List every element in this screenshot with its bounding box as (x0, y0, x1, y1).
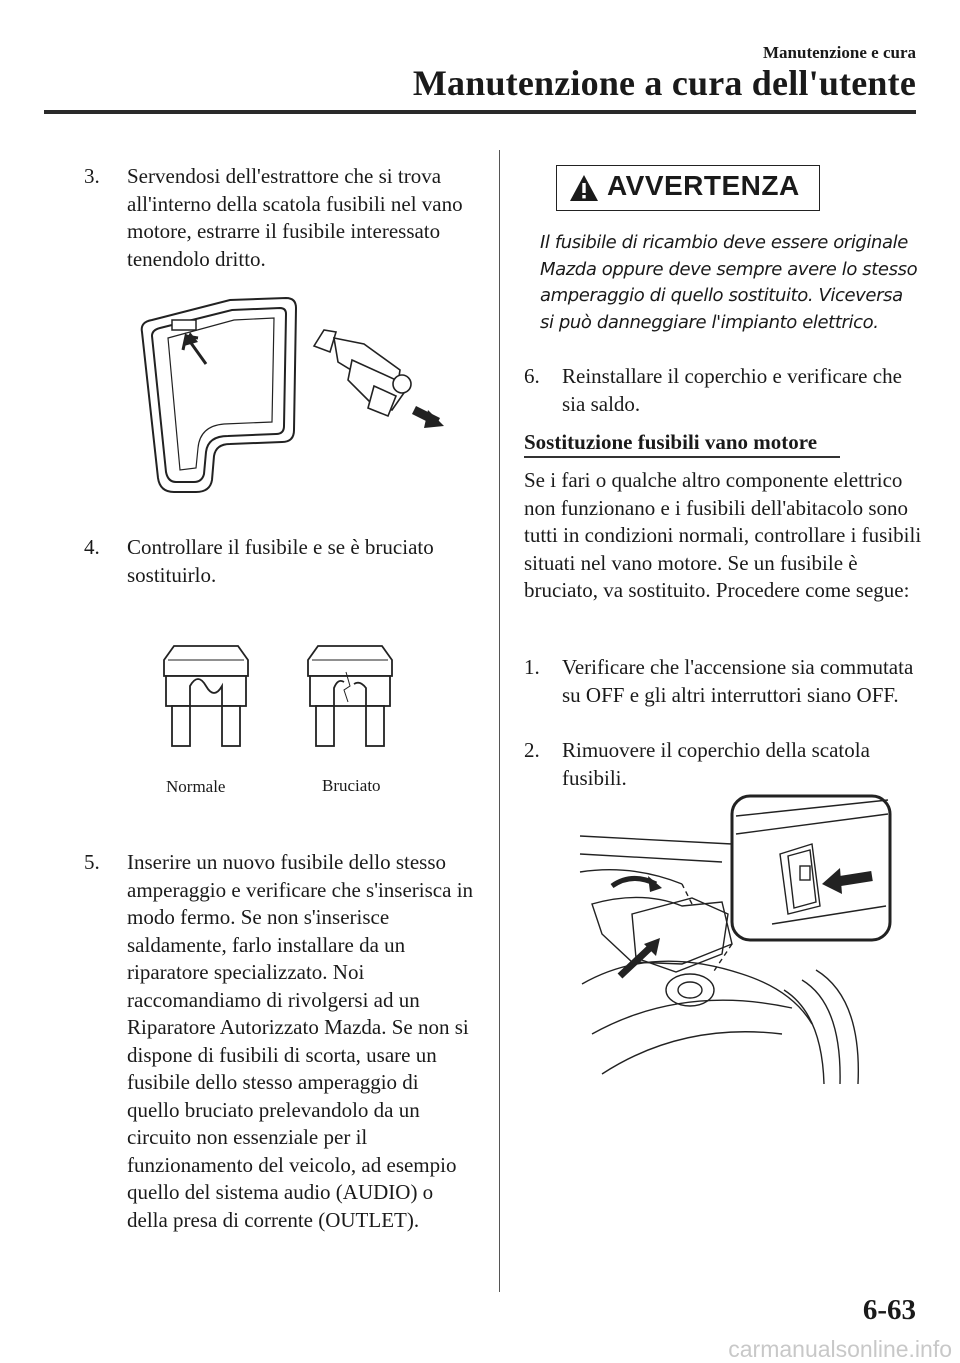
step-text: Reinstallare il coperchio e verificare che sia saldo. (562, 364, 902, 416)
step-1 (524, 654, 924, 709)
step-text: Rimuovere il coperchio della scatola fusibili. (562, 738, 870, 790)
step-number: 6. (524, 364, 540, 388)
caption-normal: Normale (166, 777, 226, 796)
step-number: 4. (84, 535, 100, 559)
warning-icon (569, 173, 599, 203)
step-text: Verificare che l'accensione sia commutata su OFF e gli altri interruttori siano OFF. (562, 655, 914, 707)
step-3 (84, 163, 476, 273)
step-number: 1. (524, 655, 540, 679)
step-number: 3. (84, 164, 100, 188)
section-heading: Sostituzione fusibili vano motore (524, 430, 818, 454)
page-number: 6-63 (862, 1294, 916, 1326)
step-5 (84, 849, 476, 1234)
step-text: Inserire un nuovo fusibile dello stesso amperaggio e verificare che s'inserisca in modo fermo. Se non s'inserisce saldamente, farlo installare da un riparatore specializzato. Noi raccomandiamo di rivolgersi ad un Riparatore Autorizzato Mazda. Se non si dispone di fusibili di scorta, usare un fusibile dello stesso amperaggio di quello bruciato prelevandolo da un circuito non essenziale per il funzionamento del veicolo, ad esempio quello del sistema audio (AUDIO) o della presa di corrente (OUTLET). (127, 850, 474, 1232)
step-number: 5. (84, 850, 100, 874)
warning-title: AVVERTENZA (607, 170, 800, 201)
step-text: Controllare il fusibile e se è bruciato sostituirlo. (127, 535, 434, 587)
header-rule (44, 110, 916, 114)
intro-paragraph: Se i fari o qualche altro componente elettrico non funzionano e i fusibili dell'abitacolo sono tutti in condizioni normali, controllare i fusibili situati nel vano motore. Se un fusibile è bruciato, va sostituito. Procedere come segue: (524, 468, 922, 602)
step-6 (524, 363, 924, 418)
watermark: carmanualsonline.info (728, 1336, 952, 1362)
step-4 (84, 534, 476, 589)
warning-text: Il fusibile di ricambio deve essere originale Mazda oppure deve sempre avere lo stesso amperaggio di quello sostituito. Viceversa si può danneggiare l'impianto elettrico. (540, 232, 918, 333)
step-2 (524, 737, 924, 792)
normal-fuse-icon (164, 646, 248, 746)
section-header: Manutenzione e cura (763, 43, 916, 62)
puller-icon (172, 320, 196, 330)
fuse-comparison-illustration (154, 636, 394, 752)
warning-banner (556, 165, 820, 211)
step-text: Servendosi dell'estrattore che si trova all'interno della scatola fusibili nel vano motore, estrarre il fusibile interessato tenendolo dritto. (127, 164, 463, 271)
page-title: Manutenzione a cura dell'utente (412, 63, 916, 103)
section-underline (524, 456, 840, 458)
fuse-puller-illustration (138, 292, 458, 500)
caption-blown: Bruciato (322, 776, 381, 795)
blown-fuse-icon (308, 646, 392, 746)
step-number: 2. (524, 738, 540, 762)
column-divider (499, 150, 500, 1292)
engine-fuse-box-illustration (572, 794, 894, 1084)
